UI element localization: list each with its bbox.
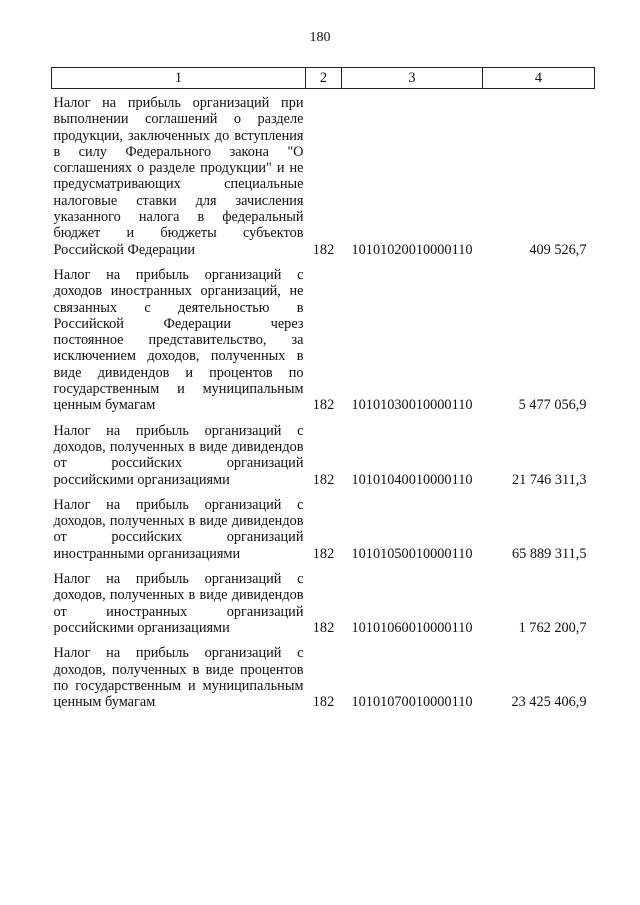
row-amount: 23 425 406,9 [511, 694, 587, 711]
column-header-name: 1 [52, 68, 306, 89]
row-name: Налог на прибыль организаций с доходов, полученных в виде дивидендов от иностранных организаций российскими организациями [53, 571, 304, 636]
row-admin-code: 182 [312, 397, 335, 414]
table-row [52, 414, 595, 488]
revenue-table [51, 67, 595, 710]
row-name: Налог на прибыль организаций с доходов, полученных в виде дивидендов от российских организаций российскими организациями [53, 422, 304, 488]
row-amount: 21 746 311,3 [511, 471, 587, 488]
row-admin-code: 182 [312, 619, 335, 636]
row-budget-code: 10101020010000110 [351, 241, 473, 258]
row-amount: 65 889 311,5 [511, 545, 587, 562]
table-row [52, 562, 595, 636]
table-row [52, 258, 595, 414]
row-budget-code: 10101070010000110 [351, 694, 473, 711]
column-header-code: 3 [342, 68, 483, 89]
row-name: Налог на прибыль организаций с доходов, полученных в виде дивидендов от российских организаций иностранными организациями [53, 496, 304, 562]
table-row [52, 636, 595, 710]
row-admin-code: 182 [312, 471, 335, 488]
table-row [52, 89, 595, 258]
page-number: 180 [309, 30, 331, 45]
column-header-amount: 4 [483, 68, 595, 89]
row-budget-code: 10101060010000110 [351, 619, 473, 636]
row-amount: 5 477 056,9 [518, 397, 587, 414]
column-header-admin: 2 [306, 68, 342, 89]
table-header-row [52, 68, 595, 89]
row-admin-code: 182 [312, 241, 335, 258]
row-budget-code: 10101040010000110 [351, 471, 473, 488]
row-name: Налог на прибыль организаций при выполнении соглашений о разделе продукции, заключенных до вступления в силу Федерального закона "О соглашениях о разделе продукции" и не предусматривающих специальные налоговые ставки для зачисления указанного налога в федеральный бюджет и бюджеты субъектов Российской Федерации [53, 95, 304, 258]
row-admin-code: 182 [312, 545, 335, 562]
row-admin-code: 182 [312, 694, 335, 711]
row-name: Налог на прибыль организаций с доходов иностранных организаций, не связанных с деятельностью в Российской Федерации через постоянное представительство, за исключением доходов, полученных в виде дивидендов и процентов по государственным и муниципальным ценным бумагам [53, 266, 304, 414]
row-name: Налог на прибыль организаций с доходов, полученных в виде процентов по государственным и муниципальным ценным бумагам [53, 645, 304, 711]
row-budget-code: 10101030010000110 [351, 397, 473, 414]
row-amount: 409 526,7 [529, 241, 587, 258]
table-row [52, 488, 595, 562]
row-budget-code: 10101050010000110 [351, 545, 473, 562]
row-amount: 1 762 200,7 [518, 619, 587, 636]
